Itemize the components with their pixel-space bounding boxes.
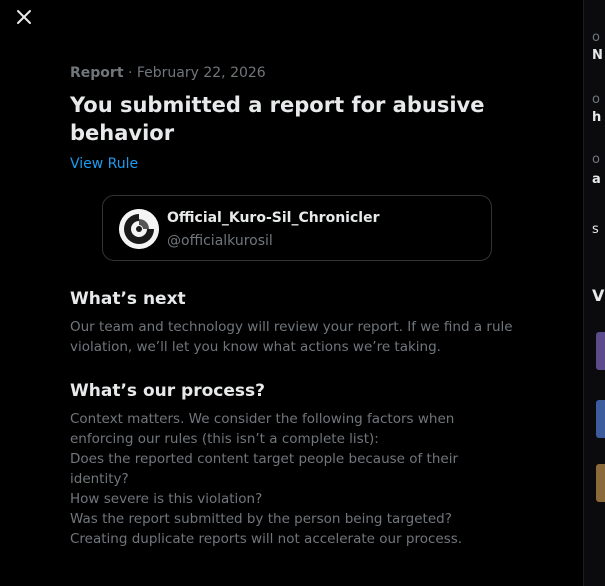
background-text-fragment: o bbox=[592, 92, 600, 107]
background-thumbnail bbox=[596, 464, 605, 502]
whats-next-section bbox=[70, 288, 520, 357]
background-text-fragment: o bbox=[592, 152, 600, 167]
avatar-logo-icon bbox=[119, 209, 159, 249]
report-label: Report bbox=[70, 65, 124, 81]
background-text-fragment: o bbox=[592, 30, 600, 45]
account-handle: @officialkurosil bbox=[167, 233, 273, 249]
background-text-fragment: h bbox=[592, 110, 602, 125]
background-text-fragment: a bbox=[592, 172, 601, 187]
process-line: Creating duplicate reports will not accelerate our process. bbox=[70, 531, 463, 547]
background-thumbnail bbox=[596, 400, 605, 438]
view-rule-link[interactable]: View Rule bbox=[70, 156, 139, 172]
process-line: Was the report submitted by the person being targeted? bbox=[70, 511, 452, 527]
background-text-fragment: N bbox=[592, 48, 603, 63]
process-line: How severe is this violation? bbox=[70, 491, 263, 507]
report-meta bbox=[70, 62, 520, 84]
account-display-name: Official_Kuro-Sil_Chronicler bbox=[167, 210, 380, 226]
whats-next-heading: What’s next bbox=[70, 289, 186, 309]
background-page bbox=[584, 0, 605, 586]
background-thumbnail bbox=[596, 332, 605, 370]
report-date: February 22, 2026 bbox=[136, 65, 266, 81]
background-text-fragment: s bbox=[592, 222, 599, 237]
process-line: Does the reported content target people because of their identity? bbox=[70, 451, 459, 487]
background-text-fragment: V bbox=[592, 286, 605, 305]
report-title: You submitted a report for abusive behavior bbox=[70, 93, 485, 145]
close-button[interactable] bbox=[10, 5, 38, 29]
process-section bbox=[70, 380, 520, 549]
meta-separator: · bbox=[123, 65, 137, 81]
whats-next-body: Our team and technology will review your report. If we find a rule violation, we’ll let you know what actions we’re taking. bbox=[70, 319, 513, 355]
process-heading: What’s our process? bbox=[70, 381, 265, 401]
avatar bbox=[119, 209, 159, 249]
close-icon bbox=[16, 9, 32, 25]
report-content bbox=[70, 62, 520, 547]
process-line: Context matters. We consider the following factors when enforcing our rules (this isn’t a complete list): bbox=[70, 411, 455, 447]
reported-account-card[interactable] bbox=[102, 195, 492, 261]
